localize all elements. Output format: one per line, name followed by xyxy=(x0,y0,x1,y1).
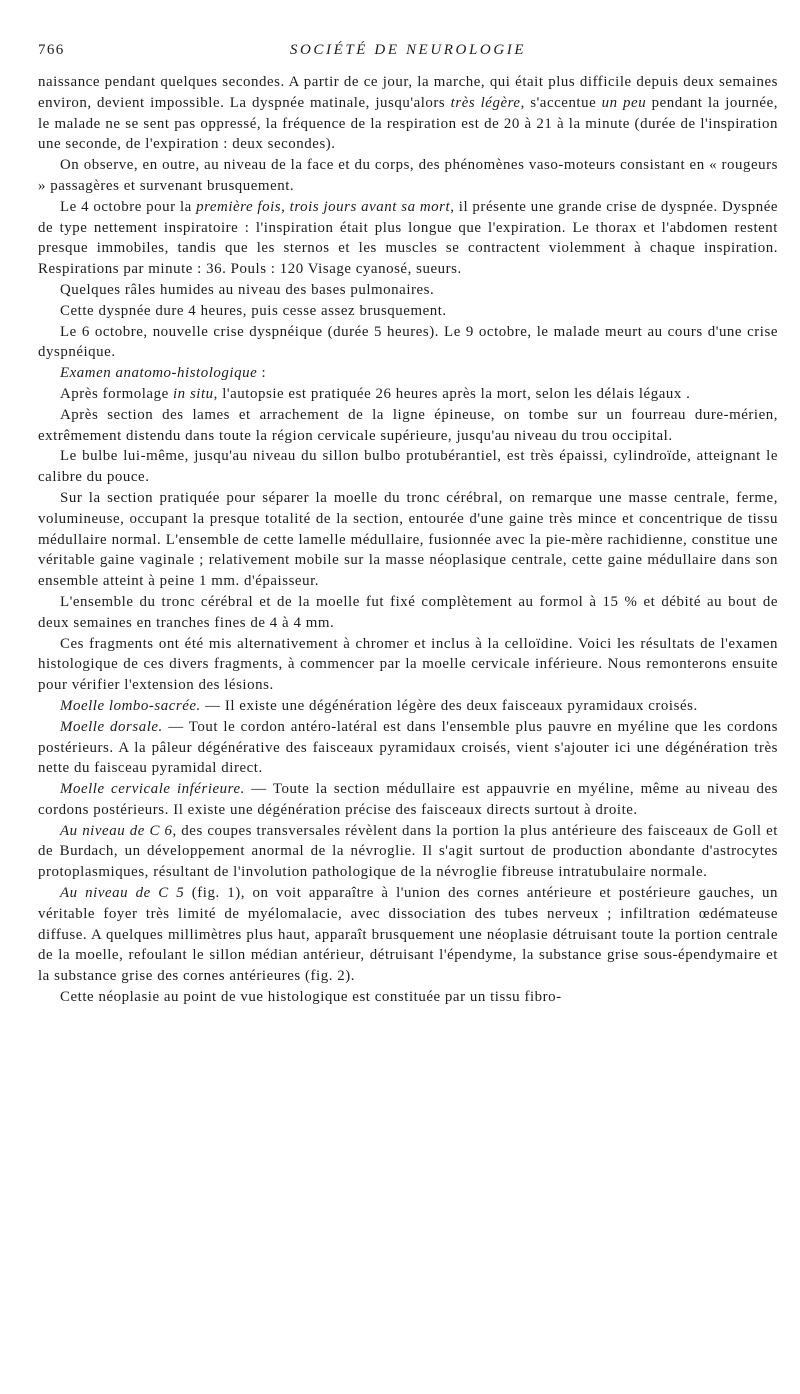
paragraph xyxy=(38,72,778,155)
italic-text: Au niveau de C 6 xyxy=(60,822,173,839)
paragraph-text: Cette néoplasie au point de vue histologique est constituée par un tissu fibro- xyxy=(60,989,562,1006)
paragraph-text: , s'accentue xyxy=(520,94,602,111)
italic-text: première fois, trois jours avant sa mort xyxy=(196,198,451,215)
paragraph-text: Le 4 octobre pour la xyxy=(60,198,197,215)
paragraph-text: , il présente une grande crise de dyspnée. Dyspnée de type nettement inspiratoire : l'inspiration était plus longue que l'expiration. Le thorax et l'abdomen restent presque immobiles, tandis que les sternos et les muscles se contractent violemment à chaque inspiration. Respirations par minute : 36. Pouls : 120 Visage cyanosé, sueurs. xyxy=(38,198,779,278)
paragraph-text: , l'autopsie est pratiquée 26 heures après la mort, selon les délais légaux . xyxy=(213,385,691,402)
paragraph xyxy=(38,405,778,447)
paragraph xyxy=(38,322,778,364)
paragraph xyxy=(38,301,778,322)
paragraph-text: Le 6 octobre, nouvelle crise dyspnéique (durée 5 heures). Le 9 octobre, le malade meurt au cours d'une crise dyspnéique. xyxy=(38,323,778,361)
paragraph-text: (fig. 1), on voit apparaître à l'union des cornes antérieure et postérieure gauches, un véritable foyer très limité de myélomalacie, avec dissociation des tubes nerveux ; infiltration œdémateuse diffuse. A quelques millimètres plus haut, apparaît brusquement une néoplasie détruisant toute la portion centrale de la moelle, refoulant le sillon médian antérieur, détruisant l'épendyme, la substance grise sous-épendymaire et la substance grise des cornes antérieures (fig. 2). xyxy=(38,885,778,985)
body-text xyxy=(38,72,778,1008)
paragraph xyxy=(38,488,778,592)
running-head xyxy=(38,42,778,72)
italic-text: Moelle cervicale inférieure. xyxy=(60,781,245,798)
paragraph-text: Le bulbe lui-même, jusqu'au niveau du sillon bulbo protubérantiel, est très épaissi, cylindroïde, atteignant le calibre du pouce. xyxy=(38,448,778,486)
paragraph xyxy=(38,592,778,634)
paragraph-text: Cette dyspnée dure 4 heures, puis cesse assez brusquement. xyxy=(60,302,447,319)
italic-text: Au niveau de C 5 xyxy=(60,885,185,902)
italic-text: Examen anatomo-histologique xyxy=(60,365,258,382)
paragraph xyxy=(38,987,778,1008)
paragraph xyxy=(38,197,778,280)
italic-text: un peu xyxy=(601,94,647,111)
paragraph xyxy=(38,717,778,779)
paragraph-text: naissance pendant quelques secondes. A partir de ce jour, la marche, qui était plus difficile depuis deux semaines environ, devient impossible. La dyspnée matinale, jusqu'alors xyxy=(38,74,778,111)
paragraph xyxy=(38,384,778,405)
paragraph xyxy=(38,821,778,883)
paragraph-text: pendant la journée, le malade ne se sent pas oppressé, la fréquence de la respiration est de 20 à 21 à la minute (durée de l'inspiration une seconde, de l'expiration : deux secondes). xyxy=(38,94,778,153)
paragraph xyxy=(38,155,778,197)
paragraph xyxy=(38,779,778,821)
italic-text: très légère xyxy=(450,94,521,111)
paragraph-text: — Il existe une dégénération légère des deux faisceaux pyramidaux croisés. xyxy=(200,697,698,714)
paragraph xyxy=(38,883,778,987)
paragraph xyxy=(38,280,778,301)
paragraph xyxy=(38,634,778,696)
paragraph-text: : xyxy=(257,365,267,382)
italic-text: in situ xyxy=(173,385,214,402)
italic-text: Moelle dorsale. xyxy=(60,718,163,735)
paragraph-text: L'ensemble du tronc cérébral et de la moelle fut fixé complètement au formol à 15 % et débité au bout de deux semaines en tranches fines de 4 à 4 mm. xyxy=(38,593,778,631)
paragraph-text: Après section des lames et arrachement de la ligne épineuse, on tombe sur un fourreau dure-mérien, extrêmement distendu dans toute la région cervicale supérieure, jusqu'au niveau du trou occipital. xyxy=(38,406,778,444)
journal-title: SOCIÉTÉ DE NEUROLOGIE xyxy=(289,42,527,58)
paragraph-text: — Tout le cordon antéro-latéral est dans l'ensemble plus pauvre en myéline que les cordons postérieurs. A la pâleur dégénérative des faisceaux pyramidaux croisés, vient s'ajouter ici une dégénération très nette du faisceau pyramidal direct. xyxy=(38,718,778,777)
paragraph xyxy=(38,696,778,717)
paragraph xyxy=(38,363,778,384)
paragraph-text: Ces fragments ont été mis alternativement à chromer et inclus à la celloïdine. Voici les résultats de l'examen histologique de ces divers fragments, à commencer par la moelle cervicale inférieure. Nous remonterons ensuite pour vérifier l'extension des lésions. xyxy=(38,635,778,694)
page-number: 766 xyxy=(38,42,65,58)
paragraph-text: Après formolage xyxy=(60,385,173,402)
paragraph-text: Sur la section pratiquée pour séparer la moelle du tronc cérébral, on remarque une masse centrale, ferme, volumineuse, occupant la presque totalité de la section, entourée d'une gaine très mince et concentrique de tissu médullaire normal. L'ensemble de cette lamelle médullaire, fusionnée avec la pie-mère rachidienne, constitue une véritable gaine vaginale ; relativement mobile sur la masse néoplasique centrale, cette gaine médullaire dans son ensemble atteint à peine 1 mm. d'épaisseur. xyxy=(38,489,778,590)
paragraph-text: Quelques râles humides au niveau des bases pulmonaires. xyxy=(60,281,435,298)
paragraph xyxy=(38,446,778,488)
italic-text: Moelle lombo-sacrée. xyxy=(60,697,201,714)
paragraph-text: On observe, en outre, au niveau de la face et du corps, des phénomènes vaso-moteurs consistant en « rougeurs » passagères et survenant brusquement. xyxy=(38,157,778,194)
paragraph-text: — Toute la section médullaire est appauvrie en myéline, même au niveau des cordons postérieurs. Il existe une dégénération précise des faisceaux directs surtout à droite. xyxy=(38,781,778,818)
paragraph-text: , des coupes transversales révèlent dans la portion la plus antérieure des faisceaux de Goll et de Burdach, un développement anormal de la névroglie. Il s'agit surtout de production abondante d'astrocytes protoplasmiques, résultant de l'involution pathologique de la névroglie fibreuse intratubulaire normale. xyxy=(38,822,778,881)
